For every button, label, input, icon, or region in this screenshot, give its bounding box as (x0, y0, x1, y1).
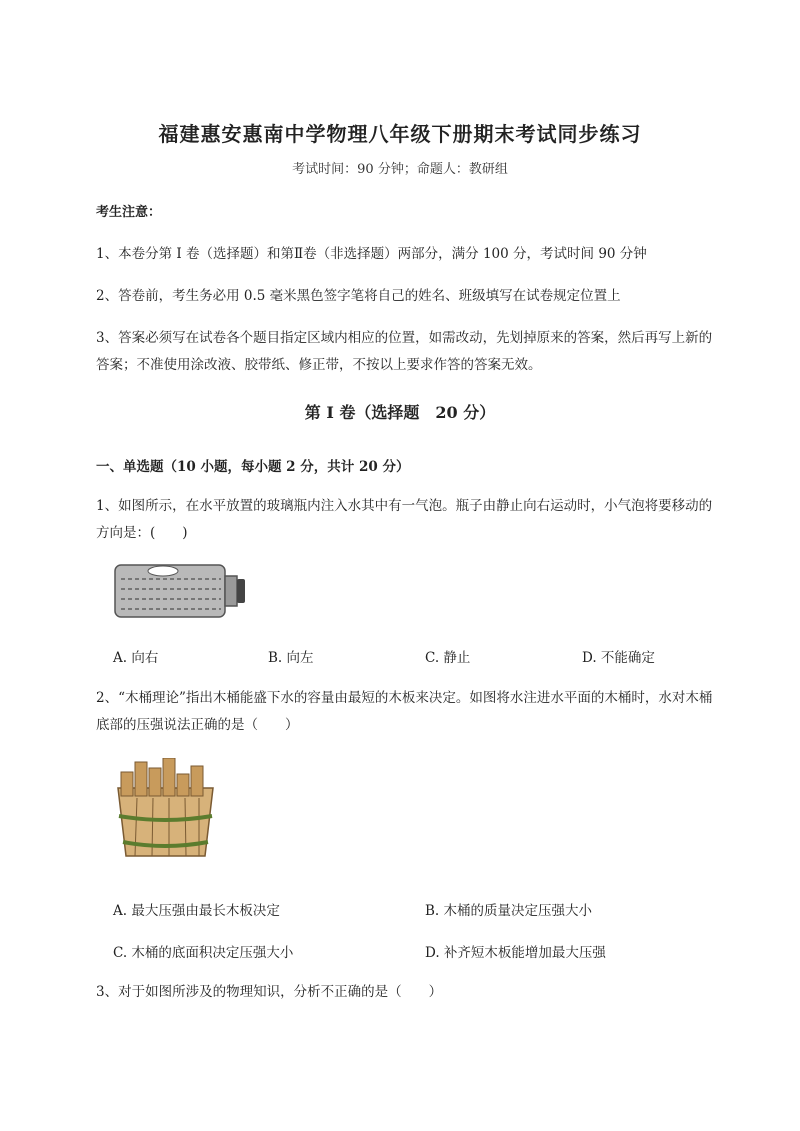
option-a[interactable]: A. 向右 (113, 650, 159, 666)
bottle-figure (113, 562, 248, 622)
option-d[interactable]: D. 不能确定 (582, 650, 655, 666)
question-1-stem: 1、如图所示，在水平放置的玻璃瓶内注入水其中有一气泡。瓶子由静止向右运动时，小气泡将要移动的方向是：( ) (96, 498, 713, 541)
notice-item: 2、答卷前，考生务必用 0.5 毫米黑色签字笔将自己的姓名、班级填写在试卷规定位置上 (96, 288, 621, 304)
part-heading: 一、单选题（10 小题，每小题 2 分，共计 20 分） (96, 459, 410, 475)
section-title: 第 I 卷（选择题 20 分） (304, 403, 496, 422)
page-subtitle: 考试时间：90 分钟；命题人：教研组 (292, 162, 508, 177)
notice-item: 1、本卷分第 I 卷（选择题）和第Ⅱ卷（非选择题）两部分，满分 100 分，考试时间 90 分钟 (96, 246, 647, 262)
page-title: 福建惠安惠南中学物理八年级下册期末考试同步练习 (158, 122, 642, 146)
option-d[interactable]: D. 补齐短木板能增加最大压强 (425, 945, 606, 961)
option-b[interactable]: B. 向左 (268, 650, 314, 666)
notice-heading: 考生注意： (96, 205, 162, 220)
bucket-figure (113, 758, 218, 863)
option-b[interactable]: B. 木桶的质量决定压强大小 (425, 903, 593, 919)
question-3-stem: 3、对于如图所涉及的物理知识，分析不正确的是（ ） (96, 984, 443, 1000)
notice-item: 3、答案必须写在试卷各个题目指定区域内相应的位置，如需改动，先划掉原来的答案，然后再写上新的答案；不准使用涂改液、胶带纸、修正带，不按以上要求作答的答案无效。 (96, 330, 713, 373)
option-c[interactable]: C. 静止 (425, 650, 471, 666)
option-c[interactable]: C. 木桶的底面积决定压强大小 (113, 945, 294, 961)
option-a[interactable]: A. 最大压强由最长木板决定 (113, 903, 280, 919)
question-2-stem: 2、“木桶理论”指出木桶能盛下水的容量由最短的木板来决定。如图将水注进水平面的木桶时，水对木桶底部的压强说法正确的是（ ） (96, 690, 713, 733)
